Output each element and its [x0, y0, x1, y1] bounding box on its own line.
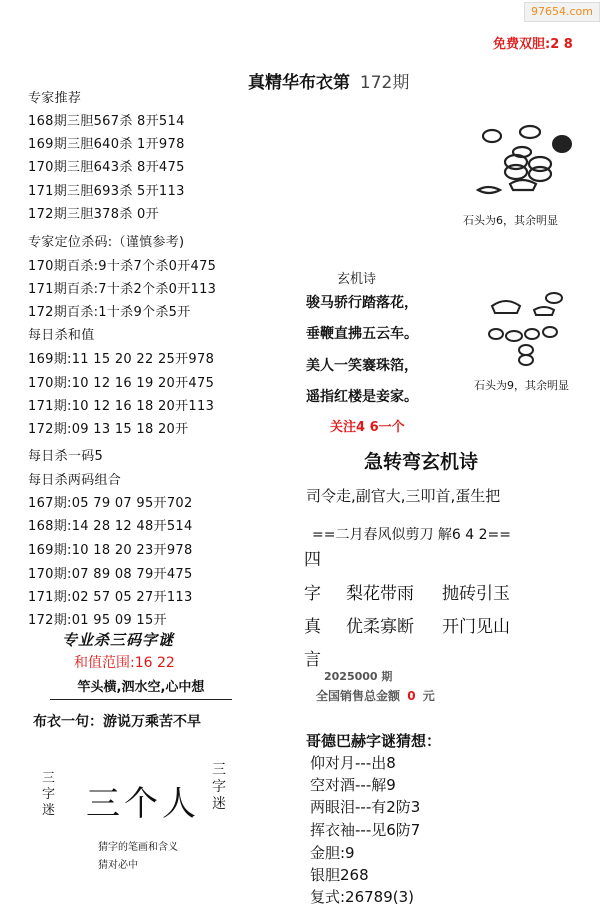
- turn-poem-line: 司令走,副官大,三叩首,蛋生把: [306, 487, 501, 505]
- turn-poem-heading: 急转弯玄机诗: [364, 451, 479, 473]
- daily-kill-two-item: 169期:10 18 20 23开978: [28, 543, 193, 558]
- turn-poem-line: ==二月春风似剪刀 解6 4 2==: [312, 527, 511, 543]
- title-text: 真精华布衣第: [248, 73, 350, 93]
- poem-line: 美人一笑褰珠箔，: [306, 358, 418, 374]
- idiom: 开门见山: [442, 617, 510, 637]
- sales-issue: 2025000 期: [324, 670, 393, 683]
- poem-line: 骏马骄行踏落花，: [306, 295, 418, 311]
- poem-line: 垂鞭直拂五云车。: [306, 326, 418, 342]
- godel-item: 挥衣袖---见6防7: [310, 821, 421, 839]
- stones1-caption: 石头为6，其余明显: [463, 214, 558, 227]
- side-char: 真: [304, 617, 321, 637]
- daily-sum-item: 170期:10 12 16 19 20开475: [28, 376, 215, 391]
- godel-item: 仰对月---出8: [310, 754, 396, 772]
- idiom: 梨花带雨: [346, 584, 414, 604]
- daily-sum-item: 169期:11 15 20 22 25开978: [28, 352, 215, 367]
- daily-kill-two-heading: 每日杀两码组合: [28, 473, 122, 488]
- stones-ingots-image: [474, 288, 584, 370]
- sales-amount: 0: [407, 689, 416, 703]
- idiom: 抛砖引玉: [442, 584, 510, 604]
- three-word-hint: 猜字的笔画和含义: [98, 842, 178, 853]
- idiom: 优柔寡断: [346, 617, 414, 637]
- expert-item: 168期三胆567杀 8开514: [28, 114, 185, 129]
- poem-heading: 玄机诗: [337, 272, 377, 287]
- watermark: 97654.com: [524, 2, 600, 22]
- stones2-caption: 石头为9，其余明显: [474, 379, 569, 392]
- godel-item: 空对酒---解9: [310, 776, 396, 794]
- three-word-hint: 猜对必中: [98, 860, 138, 871]
- three-word-main: 三个人: [86, 784, 200, 824]
- expert-item: 172期三胆378杀 0开: [28, 207, 159, 222]
- side-char: 言: [304, 650, 321, 670]
- godel-item: 银胆268: [310, 866, 369, 884]
- sales-total: [316, 687, 435, 704]
- expert-heading: 专家推荐: [28, 91, 82, 106]
- sum-range: 和值范围:16 22: [74, 655, 175, 671]
- page-title: [248, 68, 409, 93]
- three-word-left-label: 三字迷: [42, 771, 56, 818]
- three-word-right-label: 三字迷: [212, 762, 226, 812]
- riddle-text: 竿头横,泗水空,心中想: [50, 676, 232, 700]
- sales-unit: 元: [422, 689, 435, 703]
- sales-prefix: 全国销售总金额: [316, 689, 401, 703]
- position-kill-item: 171期百杀:7十杀2个杀0开113: [28, 282, 217, 297]
- side-char: 字: [304, 584, 321, 604]
- daily-kill-two-item: 172期:01 95 09 15开: [28, 613, 167, 628]
- poem-line: 遥指红楼是妾家。: [306, 389, 418, 405]
- daily-kill-two-item: 168期:14 28 12 48开514: [28, 519, 193, 534]
- expert-item: 170期三胆643杀 8开475: [28, 160, 185, 175]
- free-pair: 免费双胆:2 8: [493, 37, 573, 52]
- godel-item: 复式:26789(3): [310, 888, 415, 906]
- daily-kill-two-item: 167期:05 79 07 95开702: [28, 496, 193, 511]
- daily-sum-heading: 每日杀和值: [28, 328, 95, 343]
- riddle-heading: 专业杀三码字谜: [62, 631, 175, 649]
- position-kill-item: 170期百杀:9十杀7个杀0开475: [28, 259, 217, 274]
- daily-sum-item: 172期:09 13 15 18 20开: [28, 422, 189, 437]
- expert-item: 169期三胆640杀 1开978: [28, 137, 185, 152]
- expert-item: 171期三胆693杀 5开113: [28, 184, 185, 199]
- godel-item: 金胆:9: [310, 844, 355, 862]
- daily-sum-item: 171期:10 12 16 18 20开113: [28, 399, 215, 414]
- side-char: 四: [304, 550, 321, 570]
- daily-kill-two-item: 170期:07 89 08 79开475: [28, 567, 193, 582]
- position-kill-item: 172期百杀:1十杀9个杀5开: [28, 305, 191, 320]
- follow-text: 关注4 6一个: [330, 420, 405, 435]
- position-kill-heading: 专家定位杀码:（谨慎参考): [28, 235, 185, 250]
- buyi-line: 布衣一句：游说万乘苦不早: [33, 714, 201, 730]
- daily-kill-two-item: 171期:02 57 05 27开113: [28, 590, 193, 605]
- stones-ingots-image: [470, 118, 590, 208]
- godel-heading: 哥德巴赫字谜猜想：: [306, 732, 442, 750]
- daily-kill-one: 每日杀一码5: [28, 449, 104, 464]
- issue-number: 172期: [359, 73, 410, 93]
- godel-item: 两眼泪---有2防3: [310, 798, 421, 816]
